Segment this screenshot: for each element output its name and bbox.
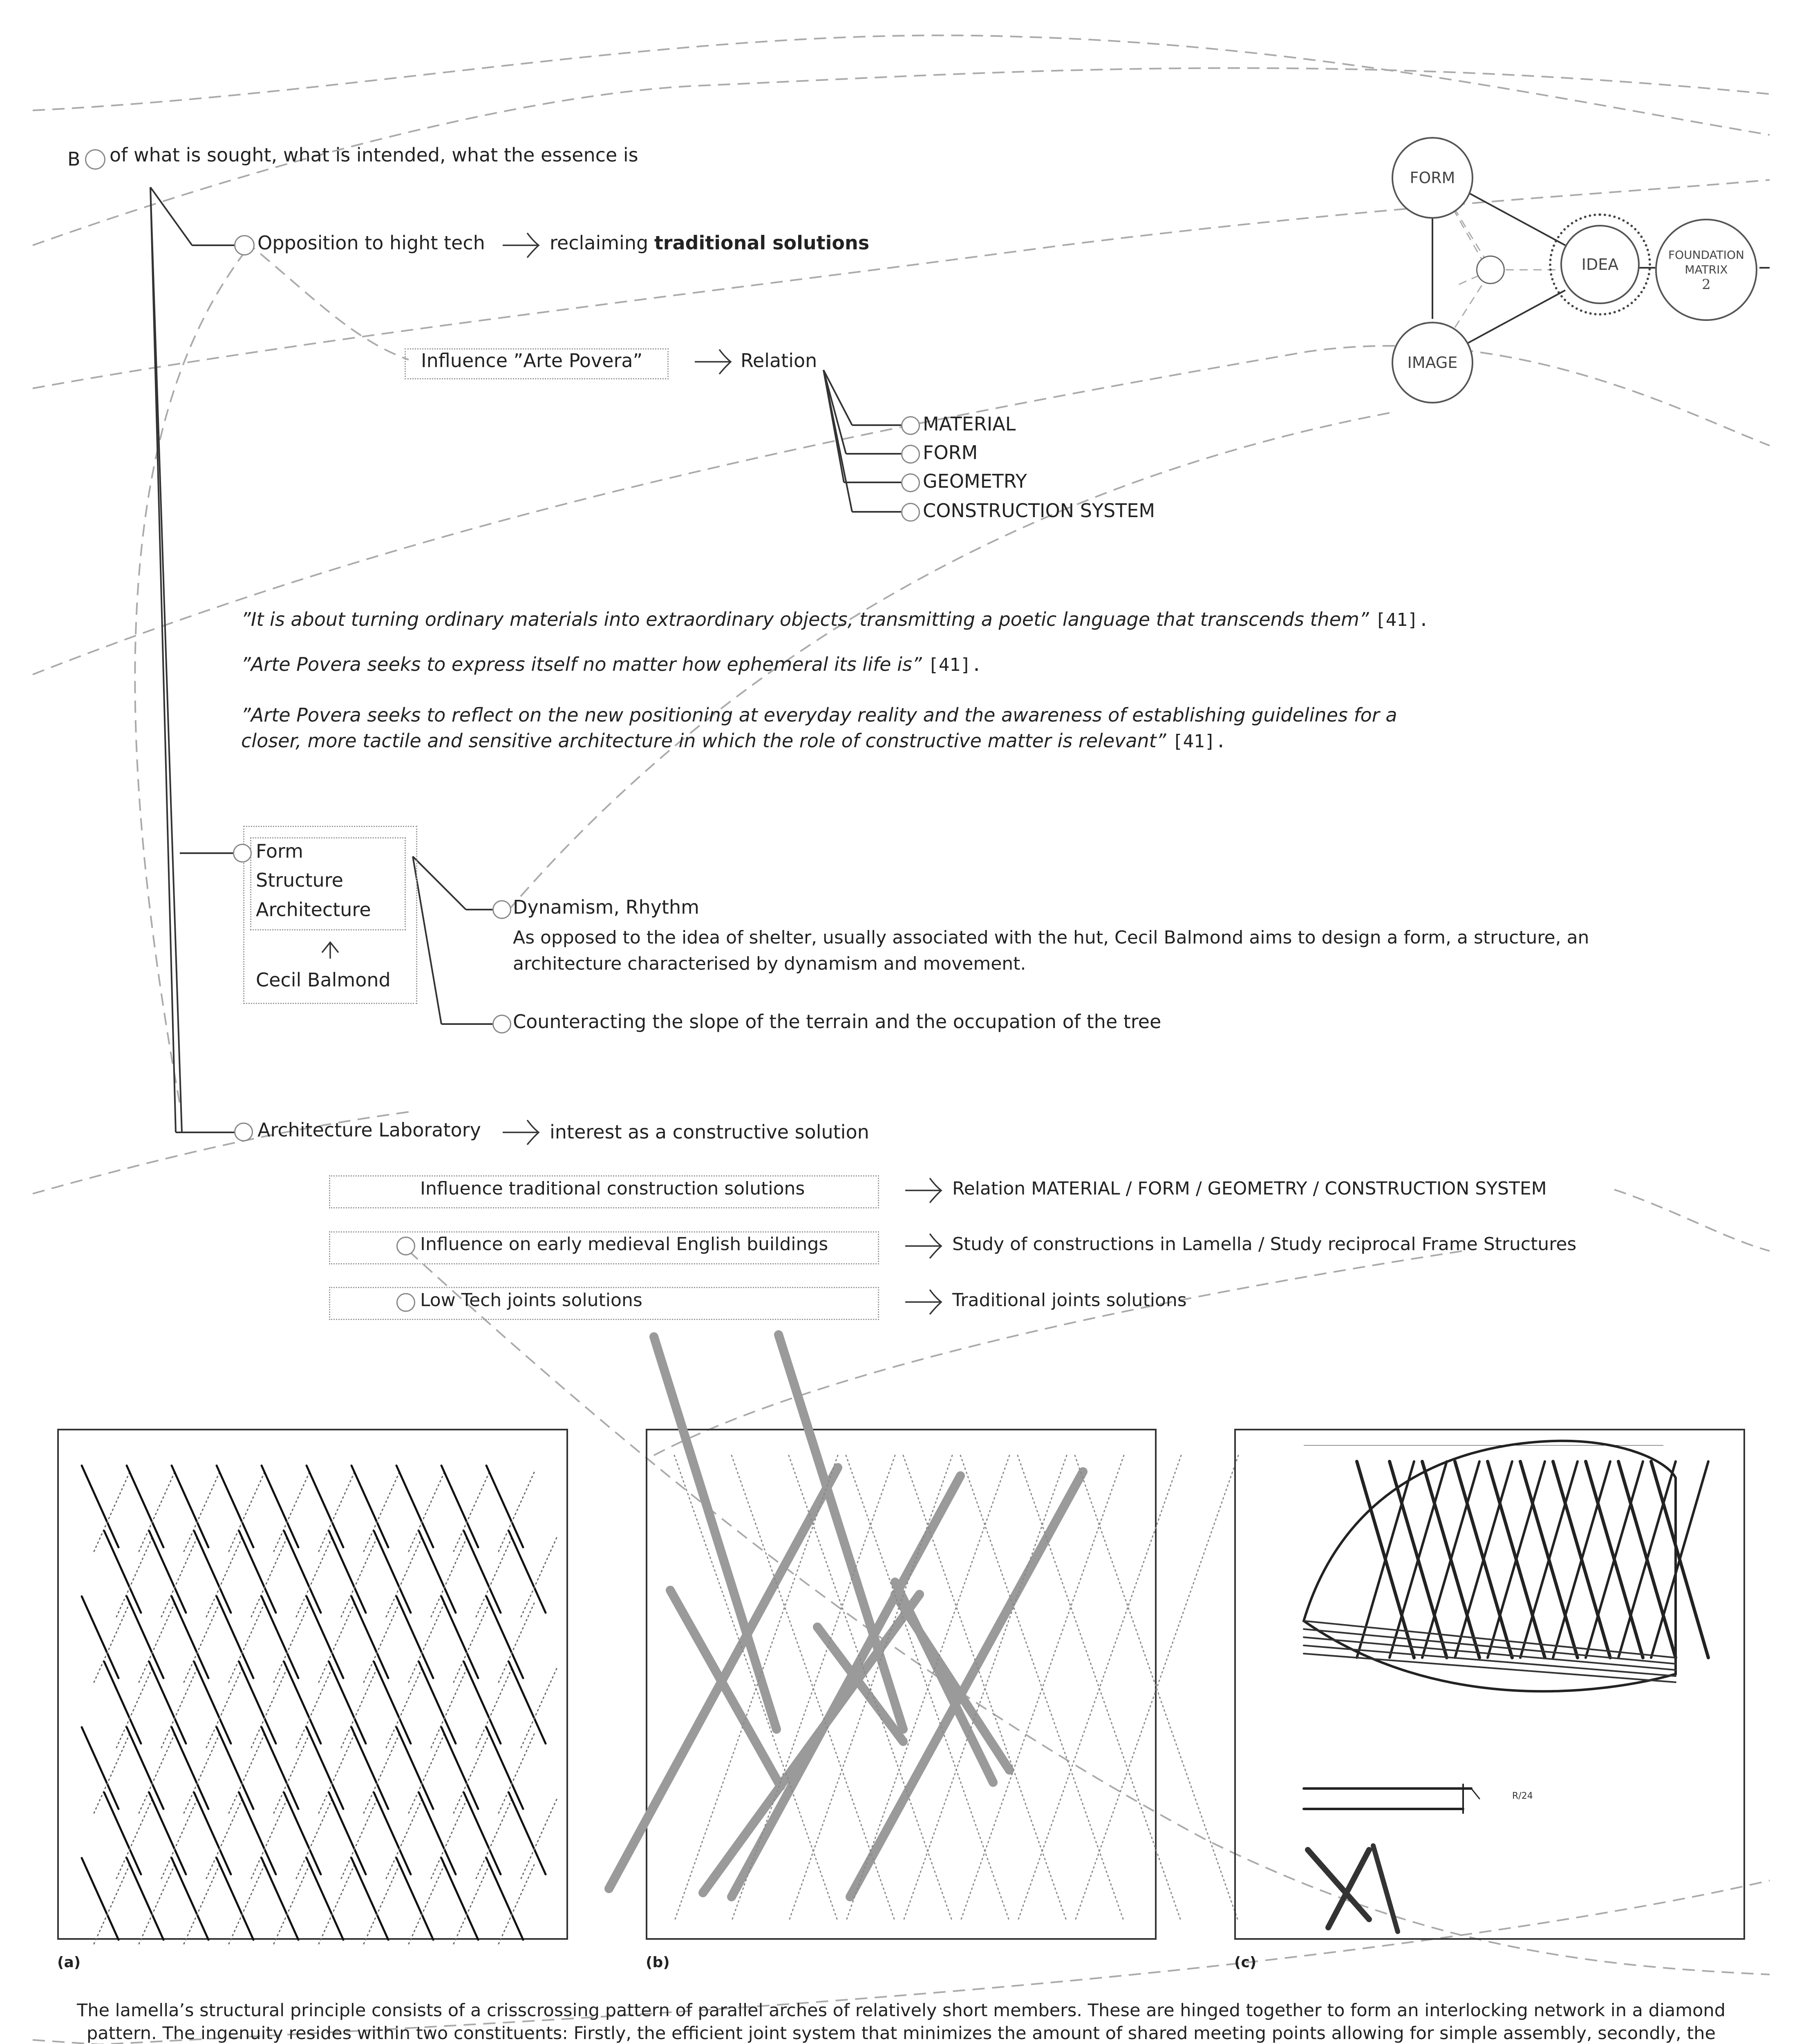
lamella-member-dotted [139,1731,176,1813]
matrix-center-circle [1476,256,1505,284]
figure-caption: The lamella’s structural principle consists of a crisscrossing pattern of parallel arches of relatively short members. These are hinged together to form an interlocking network in a diamond pattern. The ingenuity resides within two constituents: Firstly, the efficient joint system that minimizes the amount of shared meeting points allowing for simple assembly, secondly, the [76,2000,1725,2044]
lamella-member-solid [239,1662,276,1744]
lamella-member-solid [351,1596,388,1678]
lamella-member-solid [149,1531,186,1613]
lamella-member-solid [262,1596,298,1678]
lamella-member-dotted [274,1600,311,1682]
bg-panel-arc [654,1251,1463,1455]
lamella-member-dotted [184,1470,221,1551]
lamella-member-solid [486,1596,523,1678]
lamella-member-dotted [139,1862,176,1944]
lamella-member-dotted [94,1731,131,1813]
lamella-member-solid [82,1466,119,1547]
lamella-member-dotted [431,1535,468,1617]
lamella-member-solid [217,1727,253,1809]
panel-b [646,1429,1157,1940]
matrix-node-idea [1560,225,1640,304]
dynamism-title: Dynamism, Rhythm [513,896,699,918]
lamella-member-solid [441,1858,478,1940]
relation-item-2: FORM [923,442,978,464]
lamella-member-dotted [499,1600,535,1682]
relation-item-1: MATERIAL [923,413,1016,435]
arrow-2 [695,350,731,374]
branch4-circle [234,1123,253,1141]
lamella-member-dotted [251,1666,288,1748]
lamella-member-solid [486,1466,523,1547]
quote-3-text2: closer, more tactile and sensitive architecture in which the role of constructive matter is relevant” [241,730,1166,752]
lab-row-left-3: Low Tech joints solutions [420,1290,642,1311]
rel-line-4 [824,370,852,512]
quote-1-ref: [41]. [1375,610,1429,630]
lamella-member-solid [329,1793,366,1874]
branch1-result-prefix: reclaiming [550,232,654,254]
matrix-idea-label: IDEA [1581,256,1619,273]
lamella-member-solid [464,1793,501,1874]
lamella-member-dotted [476,1797,513,1878]
lamella-member-solid [127,1596,163,1678]
panel-c-label: (c) [1234,1954,1257,1971]
lamella-member-solid [262,1466,298,1547]
lamella-member-dotted [139,1600,176,1682]
lamella-member-dotted [341,1666,378,1748]
lamella-member-dotted [319,1470,356,1551]
relation-item-circle-3 [901,473,920,492]
lamella-member-solid [396,1466,433,1547]
matrix-form-label: FORM [1410,169,1455,187]
lamella-member-dotted [116,1535,153,1617]
lamella-member-solid [149,1793,186,1874]
lamella-member-solid [194,1793,231,1874]
lamella-member-solid [441,1596,478,1678]
panel-b-label: (b) [646,1954,670,1971]
lamella-member-dotted [499,1470,535,1551]
dynamism-circle [492,900,511,919]
lamella-member-solid [307,1596,343,1678]
lamella-member-dotted [229,1731,266,1813]
lamella-member-dotted [274,1862,311,1944]
quote-1-text: ”It is about turning ordinary materials into extraordinary objects, transmitting a poetic language that transcends them” [241,608,1369,630]
lamella-member-dotted [161,1666,198,1748]
lamella-member-solid [172,1466,208,1547]
lamella-member-solid [284,1793,321,1874]
lamella-member-solid [217,1596,253,1678]
lamella-member-solid [351,1858,388,1940]
branch4-label: Architecture Laboratory [257,1119,481,1141]
lamella-member-dotted [206,1666,243,1748]
lamella-member-solid [374,1793,411,1874]
quote-2-text: ”Arte Povera seeks to express itself no matter how ephemeral its life is” [241,653,922,675]
lamella-member-solid [329,1662,366,1744]
lamella-member-dotted [94,1470,131,1551]
lamella-member-solid [486,1858,523,1940]
quote-3-line-2 [241,730,1226,752]
quote-3-line-1: ”Arte Povera seeks to reflect on the new positioning at everyday reality and the awareness of establishing guidelines for a [241,704,1397,726]
lamella-member-dotted [206,1797,243,1878]
quote-1 [241,608,1429,630]
lamella-member-solid [486,1727,523,1809]
lamella-member-dotted [454,1731,490,1813]
relation-item-circle-2 [901,445,920,464]
lamella-member-solid [172,1596,208,1678]
lamella-member-solid [284,1662,321,1744]
panel-a-label: (a) [57,1954,81,1971]
matrix-foundation-line1: FOUNDATION [1668,248,1744,262]
lamella-member-dotted [521,1535,558,1617]
lamella-member-dotted [364,1731,401,1813]
lamella-member-solid [509,1793,546,1874]
matrix-line-image-idea [1467,290,1565,343]
lamella-member-dotted [161,1797,198,1878]
matrix-node-foundation [1655,219,1757,321]
branch1-result-bold: traditional solutions [654,232,870,254]
lamella-member-dotted [521,1666,558,1748]
lamella-member-solid [262,1858,298,1940]
lamella-member-dotted [206,1535,243,1617]
lamella-member-solid [239,1531,276,1613]
lamella-member-solid [127,1466,163,1547]
lamella-member-solid [127,1858,163,1940]
lamella-member-solid [239,1793,276,1874]
detail-joint-member [1373,1846,1398,1932]
branch2-result: Relation [741,350,817,372]
lamella-member-solid [127,1727,163,1809]
lamella-member-dotted [94,1862,131,1944]
lab-row-right-1: Relation MATERIAL / FORM / GEOMETRY / CONSTRUCTION SYSTEM [952,1178,1547,1199]
rel-line-2 [824,370,846,454]
bg-curve-6 [1614,1190,1770,1251]
branch1-circle [234,235,255,256]
lamella-member-solid [441,1727,478,1809]
lamella-member-solid [307,1466,343,1547]
lamella-member-dotted [409,1470,445,1551]
arrow-1 [503,233,539,258]
lamella-pattern-a [57,1429,568,1940]
lamella-member-dotted [116,1797,153,1878]
lamella-member-dotted [296,1535,333,1617]
quote-2-ref: [41]. [928,654,982,675]
lamella-member-solid [329,1531,366,1613]
lamella-member-dotted [296,1666,333,1748]
lab-row-right-3: Traditional joints solutions [952,1290,1187,1311]
lamella-member-dotted [386,1666,423,1748]
matrix-node-image [1392,322,1473,403]
lamella-member-solid [194,1662,231,1744]
lamella-member-dotted [251,1535,288,1617]
lamella-member-solid [464,1662,501,1744]
branch3-author: Cecil Balmond [256,969,391,991]
lamella-member-solid [374,1531,411,1613]
lamella-member-solid [396,1727,433,1809]
branch3-circle [233,844,252,863]
lamella-member-solid [262,1727,298,1809]
lamella-member-solid [284,1531,321,1613]
lamella-member-solid [217,1466,253,1547]
panel-c-sublabel: R/24 [1512,1791,1533,1801]
lamella-member-dotted [161,1535,198,1617]
lamella-member-dotted [184,1862,221,1944]
branch-line-1a [150,187,192,245]
lamella-member-solid [172,1858,208,1940]
relation-item-4: CONSTRUCTION SYSTEM [923,500,1155,522]
trunk-line-1 [150,187,182,1132]
lamella-member-dotted [94,1600,131,1682]
lamella-member-dotted [296,1797,333,1878]
lamella-member-dotted [319,1731,356,1813]
lamella-member-dotted [499,1862,535,1944]
lamella-member-dotted [454,1470,490,1551]
lamella-member-solid [149,1662,186,1744]
branch1-label: Opposition to hight tech [257,232,485,254]
dynamism-text-1: As opposed to the idea of shelter, usually associated with the hut, Cecil Balmond aims to design a form, a structure, an [513,927,1589,948]
counteract-circle [492,1015,511,1033]
lamella-member-solid [464,1531,501,1613]
arrow-4 [905,1178,941,1203]
lamella-member-solid [441,1466,478,1547]
lamella-member-dotted [116,1666,153,1748]
lamella-member-solid [104,1531,141,1613]
panel-a [57,1429,568,1940]
quote-3-ref: [41]. [1172,731,1226,752]
lamella-member-solid [351,1466,388,1547]
quote-2 [241,653,982,675]
lamella-member-dotted [499,1731,535,1813]
bg-curve-1 [33,35,1770,135]
header-title: of what is sought, what is intended, what the essence is [110,144,638,166]
lab-row-left-2: Influence on early medieval English buildings [420,1234,828,1255]
trunk-line-2 [150,187,176,1132]
lamella-member-dotted [409,1862,445,1944]
lamella-member-dotted [409,1600,445,1682]
bg-arc-left [135,251,245,1104]
arrow-3 [503,1120,539,1145]
lamella-member-dotted [364,1862,401,1944]
lamella-member-solid [172,1727,208,1809]
lamella-member-dotted [139,1470,176,1551]
lamella-member-dotted [409,1731,445,1813]
lamella-member-solid [307,1727,343,1809]
header-circle [85,149,105,170]
matrix-foundation-line2: MATRIX [1685,263,1728,276]
lamella-member-solid [419,1531,456,1613]
branch1-result [550,232,869,254]
matrix-node-form [1392,137,1473,219]
lamella-member-solid [419,1662,456,1744]
lamella-member-dotted [521,1797,558,1878]
lamella-member-solid [396,1858,433,1940]
lamella-member-dotted [319,1600,356,1682]
lab-row-circle-2 [396,1237,415,1255]
lamella-member-dotted [229,1862,266,1944]
lab-row-right-2: Study of constructions in Lamella / Study reciprocal Frame Structures [952,1234,1577,1255]
header-marker: B [67,148,81,170]
matrix-image-label: IMAGE [1407,354,1458,372]
branch3-line-1: Form [256,840,303,862]
lamella-member-solid [509,1662,546,1744]
lamella-engraving-c [1234,1429,1745,1940]
lamella-member-solid [104,1662,141,1744]
lamella-member-dotted [229,1600,266,1682]
branch3-line-2: Structure [256,869,343,891]
counteract-text: Counteracting the slope of the terrain and the occupation of the tree [513,1011,1161,1033]
lamella-member-dotted [476,1666,513,1748]
lamella-member-solid [82,1727,119,1809]
lamella-member-solid [217,1858,253,1940]
lamella-member-dotted [341,1797,378,1878]
dynamism-text-2: architecture characterised by dynamism and movement. [513,953,1026,974]
lamella-member-dotted [184,1600,221,1682]
lamella-member-dotted [431,1797,468,1878]
lamella-member-solid [82,1858,119,1940]
lamella-member-solid [104,1793,141,1874]
lamella-member-dotted [364,1470,401,1551]
lamella-member-dotted [274,1731,311,1813]
relation-item-circle-1 [901,416,920,435]
branch3-line-3: Architecture [256,899,371,921]
lamella-member-solid [509,1531,546,1613]
matrix-foundation-num: 2 [1702,276,1711,293]
lamella-member-solid [307,1858,343,1940]
lamella-member-dotted [341,1535,378,1617]
lamella-member-dotted [184,1731,221,1813]
lab-row-circle-3 [396,1293,415,1312]
lamella-member-dotted [319,1862,356,1944]
lamella-member-dotted [386,1535,423,1617]
lamella-member-solid [396,1596,433,1678]
branch2-label: Influence ”Arte Povera” [421,350,643,372]
arrow-6 [905,1290,941,1314]
lamella-member-solid [194,1531,231,1613]
lamella-member-dotted [431,1666,468,1748]
lamella-member-dotted [476,1535,513,1617]
lamella-member-dotted [454,1862,490,1944]
lamella-member-solid [351,1727,388,1809]
lamella-member-dotted [454,1600,490,1682]
lamella-member-solid [374,1662,411,1744]
lamella-member-solid [82,1596,119,1678]
lamella-member-dotted [364,1600,401,1682]
lamella-member-dotted [274,1470,311,1551]
lamella-member-dotted [229,1470,266,1551]
lab-row-left-1: Influence traditional construction solutions [420,1178,805,1199]
arrow-5 [905,1234,941,1258]
lamella-member-dotted [251,1797,288,1878]
branch4-result: interest as a constructive solution [550,1121,869,1143]
detail-beam-tip [1471,1788,1479,1799]
relation-item-3: GEOMETRY [923,470,1027,492]
panel-c [1234,1429,1745,1940]
lamella-member-dotted [386,1797,423,1878]
lamella-member-solid [419,1793,456,1874]
relation-item-circle-4 [901,503,920,522]
